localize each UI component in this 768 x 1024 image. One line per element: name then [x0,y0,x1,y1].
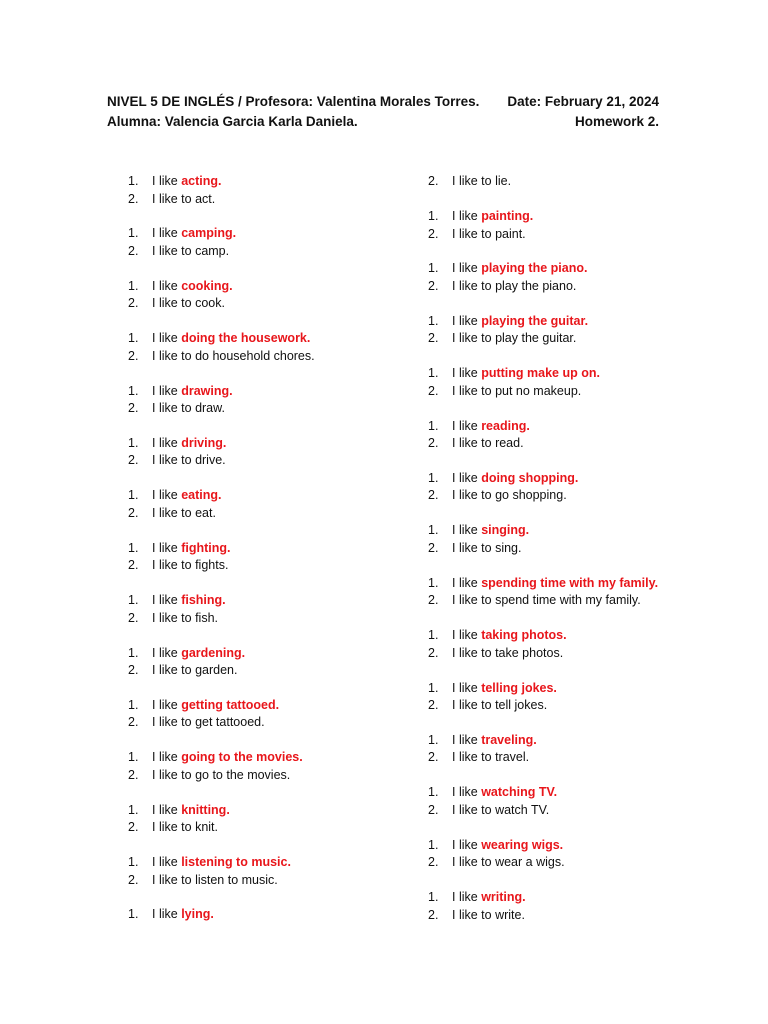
sentence-prefix: I like [152,593,182,608]
course-teacher-title: NIVEL 5 DE INGLÉS / Profesora: Valentina Morales Torres. [107,94,480,109]
sentence-text: I like to get tattooed. [152,715,265,730]
sentence-text: I like to wear a wigs. [452,855,565,870]
activity-highlight: fighting. [181,540,231,555]
activity-highlight: traveling. [481,732,537,747]
list-item-1 [128,645,418,663]
sentence-text: I like to camp. [152,243,230,258]
activity-highlight: going to the movies. [181,750,303,765]
item-number: 1. [128,435,139,450]
list-group [128,802,418,854]
item-number: 2. [428,278,439,293]
list-group [428,575,728,627]
item-number: 2. [128,191,139,206]
sentence-prefix: I like [452,575,482,590]
activity-highlight: drawing. [181,383,233,398]
list-item-1 [428,313,728,331]
list-item-1 [128,802,418,820]
activity-highlight: camping. [181,226,237,241]
sentence-prefix: I like [452,261,482,276]
activity-highlight: listening to music. [181,855,291,870]
sentence-prefix: I like [152,174,182,188]
sentence-text: I like to play the guitar. [452,331,577,346]
activity-highlight: playing the piano. [481,261,588,276]
sentence-prefix: I like [152,331,182,346]
sentence-text: I like to paint. [452,226,526,241]
left-column-list [128,173,418,959]
item-number: 1. [428,313,439,328]
list-group [428,522,728,574]
item-number: 1. [128,855,139,870]
item-number: 2. [128,505,139,520]
list-item-2 [128,295,418,313]
activity-highlight: painting. [481,209,534,223]
list-item-2 [428,173,728,191]
list-group [128,697,418,749]
activity-highlight: eating. [181,488,222,503]
item-number: 2. [428,540,439,555]
list-group [128,854,418,906]
list-item-1 [128,330,418,348]
item-number: 1. [428,680,439,695]
list-group [428,732,728,784]
sentence-text: I like to sing. [452,540,522,555]
sentence-prefix: I like [452,366,482,381]
item-number: 1. [128,697,139,712]
item-number: 1. [128,226,139,241]
sentence-prefix: I like [152,278,182,293]
item-number: 2. [428,331,439,346]
sentence-prefix: I like [452,890,482,905]
sentence-text: I like to do household chores. [152,348,315,363]
activity-highlight: getting tattooed. [181,697,280,712]
activity-highlight: telling jokes. [481,680,557,695]
right-column-groups [428,208,728,941]
list-group [428,784,728,836]
item-number: 2. [428,698,439,713]
sentence-text: I like to act. [152,191,216,206]
item-number: 1. [128,750,139,765]
document-header [107,92,659,132]
item-number: 1. [428,470,439,485]
sentence-prefix: I like [152,435,182,450]
list-item-1 [128,173,418,191]
list-item-1 [128,540,418,558]
activity-highlight: singing. [481,523,530,538]
sentence-text: I like to listen to music. [152,872,278,887]
sentence-text: I like to drive. [152,453,226,468]
list-group [128,645,418,697]
item-number: 1. [428,418,439,433]
list-group [128,435,418,487]
item-number: 2. [128,453,139,468]
item-number: 1. [428,523,439,538]
list-item-1 [128,435,418,453]
list-item-1 [128,278,418,296]
item-number: 2. [128,820,139,835]
sentence-prefix: I like [152,488,182,503]
item-number: 1. [128,802,139,817]
activity-highlight: cooking. [181,278,233,293]
activity-highlight: driving. [181,435,227,450]
list-item-2 [128,819,418,837]
item-number: 2. [428,488,439,503]
sentence-text: I like to put no makeup. [452,383,582,398]
item-number: 2. [428,750,439,765]
list-group [428,889,728,941]
sentence-prefix: I like [152,540,182,555]
header-row-1 [107,92,659,112]
list-group [428,418,728,470]
item-number: 2. [428,174,439,188]
list-item-2 [428,854,728,872]
list-item-1 [128,749,418,767]
item-number: 1. [128,540,139,555]
activity-highlight: doing the housework. [181,331,311,346]
list-item-1 [428,418,728,436]
list-group [428,173,728,208]
sentence-text: I like to take photos. [452,645,564,660]
item-number: 2. [428,436,439,451]
list-item-1 [128,854,418,872]
item-number: 2. [428,383,439,398]
activity-highlight: reading. [481,418,530,433]
list-item-1 [428,470,728,488]
sentence-prefix: I like [452,785,482,800]
list-group [428,680,728,732]
list-item-2 [428,330,728,348]
item-number: 1. [128,907,139,922]
item-number: 2. [128,610,139,625]
sentence-text: I like to eat. [152,505,216,520]
sentence-prefix: I like [452,209,482,223]
list-item-1 [428,522,728,540]
sentence-prefix: I like [152,226,182,241]
activity-highlight: writing. [481,890,526,905]
list-item-1 [128,697,418,715]
list-group [428,365,728,417]
item-number: 1. [428,732,439,747]
list-item-1 [428,260,728,278]
sentence-text: I like to draw. [152,401,225,416]
activity-highlight: wearing wigs. [481,837,564,852]
header-row-2 [107,112,659,132]
item-number: 2. [428,226,439,241]
list-item-2 [128,505,418,523]
list-group [428,470,728,522]
item-number: 1. [428,785,439,800]
sentence-text: I like to knit. [152,820,218,835]
list-item-2 [428,278,728,296]
item-number: 2. [128,715,139,730]
list-group [428,260,728,312]
item-number: 2. [128,401,139,416]
list-item-2 [428,383,728,401]
activity-highlight: doing shopping. [481,470,579,485]
list-group [128,906,418,958]
list-item-2 [428,435,728,453]
item-number: 1. [128,174,139,188]
list-item-2 [428,487,728,505]
sentence-text: I like to cook. [152,296,225,311]
sentence-prefix: I like [152,907,182,922]
right-column-list [428,173,728,941]
list-item-2 [128,714,418,732]
item-number: 2. [428,907,439,922]
sentence-text: I like to read. [452,436,524,451]
activity-highlight: taking photos. [481,628,567,643]
item-number: 1. [428,366,439,381]
list-item-1 [428,208,728,226]
item-number: 2. [128,872,139,887]
list-item-1 [128,487,418,505]
list-group [128,225,418,277]
sentence-text: I like to travel. [452,750,530,765]
list-item-1 [428,575,728,593]
list-item-2 [128,348,418,366]
sentence-text: I like to play the piano. [452,278,577,293]
list-group [128,173,418,225]
list-group [128,330,418,382]
item-number: 1. [428,209,439,223]
sentence-text: I like to go to the movies. [152,767,291,782]
list-item-1 [428,889,728,907]
list-item-2 [428,749,728,767]
item-number: 2. [128,558,139,573]
sentence-text: I like to lie. [452,174,512,188]
list-group [428,627,728,679]
list-item-1 [428,680,728,698]
sentence-prefix: I like [152,802,182,817]
sentence-text: I like to watch TV. [452,802,550,817]
homework-label: Homework 2. [574,114,659,129]
list-item-2 [128,872,418,890]
list-item-2 [428,645,728,663]
activity-highlight: fishing. [181,593,226,608]
list-item-2 [428,907,728,925]
item-number: 1. [128,383,139,398]
list-group [428,208,728,260]
sentence-text: I like to fish. [152,610,218,625]
list-group [428,837,728,889]
item-number: 2. [128,348,139,363]
list-item-2 [428,697,728,715]
activity-highlight: acting. [181,174,222,188]
sentence-prefix: I like [152,697,182,712]
item-number: 1. [128,645,139,660]
item-number: 1. [428,890,439,905]
date-label: Date: February 21, 2024 [507,94,659,109]
item-number: 1. [428,837,439,852]
list-item-1 [428,627,728,645]
item-number: 2. [428,855,439,870]
item-number: 1. [428,575,439,590]
item-number: 2. [128,663,139,678]
sentence-text: I like to fights. [152,558,229,573]
sentence-prefix: I like [452,680,482,695]
list-item-2 [128,400,418,418]
item-number: 2. [428,593,439,608]
list-group [128,540,418,592]
list-item-2 [428,592,728,610]
item-number: 2. [428,802,439,817]
activity-highlight: playing the guitar. [481,313,589,328]
list-group [128,487,418,539]
sentence-text: I like to go shopping. [452,488,567,503]
list-group [128,278,418,330]
sentence-prefix: I like [152,750,182,765]
item-number: 1. [128,331,139,346]
activity-highlight: watching TV. [481,785,558,800]
item-number: 1. [428,261,439,276]
item-number: 1. [128,593,139,608]
list-item-2 [128,243,418,261]
sentence-prefix: I like [452,628,482,643]
list-item-2 [128,452,418,470]
list-item-2 [128,610,418,628]
sentence-prefix: I like [152,383,182,398]
sentence-text: I like to spend time with my family. [452,593,641,608]
sentence-prefix: I like [452,732,482,747]
activity-highlight: lying. [181,907,214,922]
activity-highlight: putting make up on. [481,366,600,381]
list-group [128,592,418,644]
list-group [428,313,728,365]
item-number: 1. [128,488,139,503]
list-item-1 [128,906,418,924]
list-item-1 [428,732,728,750]
list-item-2 [428,540,728,558]
sentence-prefix: I like [452,470,482,485]
sentence-prefix: I like [152,645,182,660]
sentence-prefix: I like [152,855,182,870]
list-item-1 [428,837,728,855]
list-item-2 [128,191,418,209]
list-item-2 [128,557,418,575]
list-item-2 [428,226,728,244]
activity-highlight: gardening. [181,645,246,660]
item-number: 2. [128,296,139,311]
sentence-prefix: I like [452,523,482,538]
sentence-prefix: I like [452,313,482,328]
item-number: 1. [128,278,139,293]
list-item-1 [128,383,418,401]
student-name: Alumna: Valencia Garcia Karla Daniela. [107,114,358,129]
list-item-1 [428,784,728,802]
list-item-2 [128,767,418,785]
sentence-prefix: I like [452,418,482,433]
list-item-1 [128,225,418,243]
list-group [128,749,418,801]
sentence-text: I like to write. [452,907,525,922]
item-number: 2. [128,767,139,782]
sentence-text: I like to tell jokes. [452,698,548,713]
item-number: 2. [428,645,439,660]
activity-highlight: knitting. [181,802,230,817]
sentence-prefix: I like [452,837,482,852]
list-item-1 [128,592,418,610]
item-number: 1. [428,628,439,643]
sentence-text: I like to garden. [152,663,238,678]
list-item-2 [128,662,418,680]
list-item-1 [428,365,728,383]
list-group [128,383,418,435]
list-item-2 [428,802,728,820]
activity-highlight: spending time with my family. [481,575,659,590]
item-number: 2. [128,243,139,258]
